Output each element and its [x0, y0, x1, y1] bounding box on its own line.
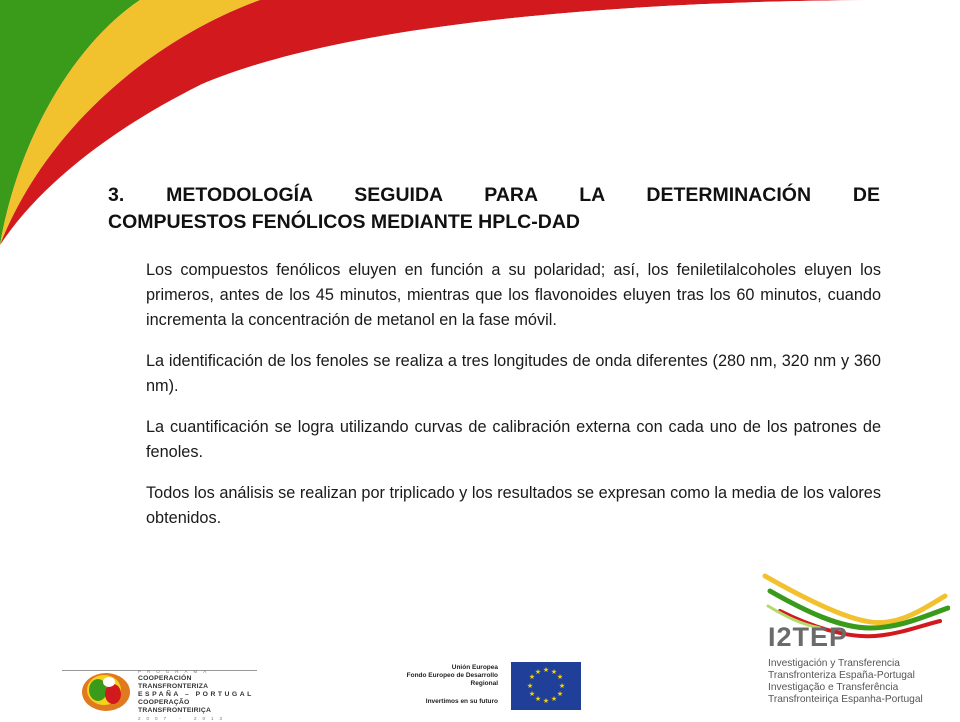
paragraph-elution: Los compuestos fenólicos eluyen en función a su polaridad; así, los feniletilalcoholes eluyen los primeros, antes de los 45 minutos, mientras que los flavonoides eluyen tras los 60 minutos, cuando incrementa la concentración de metanol en la fase móvil. — [146, 261, 881, 329]
svg-text:★: ★ — [528, 673, 536, 681]
svg-text:★: ★ — [542, 697, 550, 705]
programa-line-2: ESPAÑA – PORTUGAL — [138, 691, 254, 698]
svg-text:★: ★ — [550, 695, 558, 703]
paragraph-identification: La identificación de los fenoles se realiza a tres longitudes de onda diferentes (280 nm, 320 nm y 360 nm). — [146, 352, 881, 395]
svg-text:★: ★ — [550, 668, 558, 676]
ue-line-1: Unión Europea — [451, 664, 498, 671]
paragraph-quantification: La cuantificación se logra utilizando curvas de calibración externa con cada uno de los patrones de fenoles. — [146, 418, 881, 461]
poctep-logo-text — [138, 668, 258, 722]
svg-text:★: ★ — [528, 690, 536, 698]
programa-line-3: COOPERAÇÃO TRANSFRONTEIRIÇA — [138, 699, 212, 714]
eu-flag-icon — [511, 662, 581, 710]
svg-text:★: ★ — [534, 668, 542, 676]
programa-line-1: COOPERACIÓN TRANSFRONTERIZA — [138, 675, 209, 690]
paragraph-analysis: Todos los análisis se realizan por triplicado y los resultados se expresan como la media de los valores obtenidos. — [146, 484, 881, 527]
slide-body — [146, 258, 881, 547]
title-line-1: 3. METODOLOGÍA SEGUIDA PARA LA DETERMINACIÓN DE — [108, 184, 880, 206]
i2tep-logo-text — [768, 622, 958, 706]
ue-line-2: Fondo Europeo de Desarrollo — [406, 672, 498, 679]
svg-text:★: ★ — [556, 673, 564, 681]
svg-text:★: ★ — [534, 695, 542, 703]
i2tep-name: I2TEP — [768, 622, 849, 652]
title-line-2: COMPUESTOS FENÓLICOS MEDIANTE HPLC-DAD — [108, 211, 580, 233]
slide-title — [108, 182, 880, 236]
svg-text:★: ★ — [526, 682, 534, 690]
svg-text:★: ★ — [558, 682, 566, 690]
programa-years: 2007 - 2013 — [138, 716, 229, 721]
svg-text:★: ★ — [542, 666, 550, 674]
i2tep-line-4: Transfronteiriça Espanha-Portugal — [768, 694, 923, 705]
svg-text:★: ★ — [556, 690, 564, 698]
programa-label: PROGRAMA — [138, 669, 213, 674]
i2tep-line-3: Investigação e Transferência — [768, 682, 899, 693]
ue-slogan: Invertimos en su futuro — [425, 698, 498, 705]
i2tep-line-2: Transfronteriza España-Portugal — [768, 670, 915, 681]
ue-feder-text — [390, 664, 498, 706]
i2tep-line-1: Investigación y Transferencia — [768, 658, 900, 669]
ue-line-3: Regional — [470, 680, 498, 687]
